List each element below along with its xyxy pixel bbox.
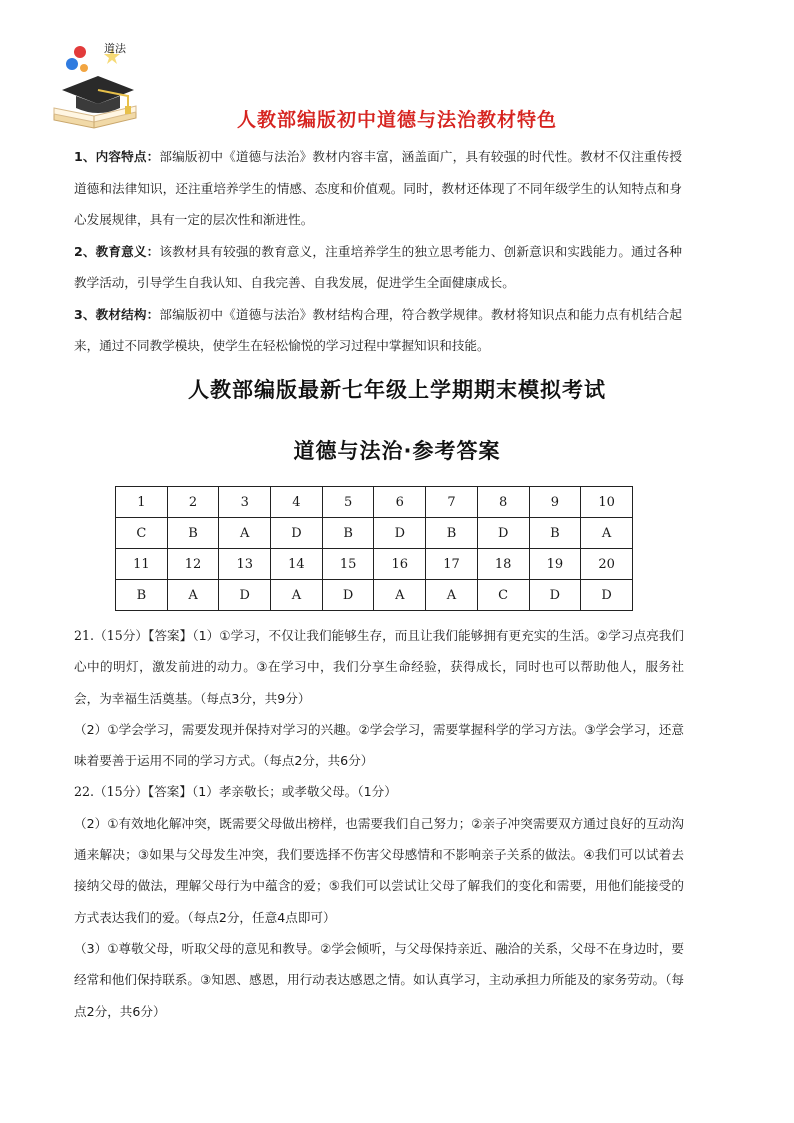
answer-cell: B bbox=[322, 518, 374, 549]
answer-cell: B bbox=[116, 580, 168, 611]
answer-explanations bbox=[74, 620, 684, 1027]
question-number-cell: 1 bbox=[116, 487, 168, 518]
intro-item bbox=[74, 141, 682, 236]
question-number-cell: 5 bbox=[322, 487, 374, 518]
intro-item-heading: 1、内容特点： bbox=[74, 149, 160, 164]
q22-part3: （3）①尊敬父母，听取父母的意见和教导。②学会倾听，与父母保持亲近、融洽的关系，父母不在身边时，要经常和他们保持联系。③知恩、感恩，用行动表达感恩之情。如认真学习，主动承担力所能及的家务劳动。（每点2分，共6分） bbox=[74, 940, 684, 1019]
q21-part2: （2）①学会学习，需要发现并保持对学习的兴趣。②学会学习，需要掌握科学的学习方法。③学会学习，还意味着要善于运用不同的学习方式。（每点2分，共6分） bbox=[74, 721, 684, 769]
question-number-cell: 13 bbox=[219, 549, 271, 580]
answer-cell: C bbox=[116, 518, 168, 549]
answer-cell: B bbox=[529, 518, 581, 549]
question-number-cell: 2 bbox=[167, 487, 219, 518]
question-number-cell: 7 bbox=[426, 487, 478, 518]
intro-section bbox=[74, 141, 682, 362]
logo-label: 道法 bbox=[104, 42, 126, 55]
question-number-cell: 15 bbox=[322, 549, 374, 580]
question-number-cell: 6 bbox=[374, 487, 426, 518]
q22-lead: 22.（15分）【答案】 bbox=[74, 784, 192, 800]
answer-cell: D bbox=[529, 580, 581, 611]
q21-lead: 21.（15分）【答案】 bbox=[74, 628, 193, 643]
answer-cell: A bbox=[271, 580, 323, 611]
answer-cell: D bbox=[581, 580, 633, 611]
question-number-cell: 8 bbox=[477, 487, 529, 518]
answer-row bbox=[116, 580, 633, 611]
answer-row bbox=[116, 518, 633, 549]
question-number-cell: 9 bbox=[529, 487, 581, 518]
question-number-cell: 17 bbox=[426, 549, 478, 580]
answer-cell: D bbox=[219, 580, 271, 611]
answer-cell: A bbox=[167, 580, 219, 611]
question-number-cell: 18 bbox=[477, 549, 529, 580]
answer-cell: D bbox=[271, 518, 323, 549]
question-number-cell: 4 bbox=[271, 487, 323, 518]
answer-cell: D bbox=[374, 518, 426, 549]
answer-cell: C bbox=[477, 580, 529, 611]
exam-title: 人教部编版最新七年级上学期期末模拟考试 bbox=[188, 378, 606, 402]
question-number-cell: 3 bbox=[219, 487, 271, 518]
answer-cell: D bbox=[322, 580, 374, 611]
exam-subtitle: 道德与法治·参考答案 bbox=[293, 439, 501, 463]
q21-part1 bbox=[74, 620, 684, 714]
intro-item-heading: 3、教材结构： bbox=[74, 306, 160, 322]
answer-table bbox=[115, 486, 633, 611]
intro-item bbox=[74, 236, 682, 299]
intro-title: 人教部编版初中道德与法治教材特色 bbox=[236, 109, 557, 131]
question-number-cell: 11 bbox=[116, 549, 168, 580]
question-number-cell: 19 bbox=[529, 549, 581, 580]
q22-part2: （2）①有效地化解冲突，既需要父母做出榜样，也需要我们自己努力；②亲子冲突需要双方通过良好的互动沟通来解决；③如果与父母发生冲突，我们要选择不伤害父母感情和不影响亲子关系的做法。④我们可以试着去接纳父母的做法，理解父母行为中蕴含的爱；⑤我们可以尝试让父母了解我们的变化和需要，用他们能接受的方式表达我们的爱。（每点2分，任意4点即可） bbox=[74, 815, 684, 925]
intro-item bbox=[74, 299, 682, 362]
question-number-row bbox=[116, 487, 633, 518]
intro-item-text: 该教材具有较强的教育意义，注重培养学生的独立思考能力、创新意识和实践能力。通过各种教学活动，引导学生自我认知、自我完善、自我发展，促进学生全面健康成长。 bbox=[74, 243, 683, 290]
question-number-cell: 14 bbox=[271, 549, 323, 580]
answer-cell: A bbox=[219, 518, 271, 549]
question-number-cell: 12 bbox=[167, 549, 219, 580]
answer-cell: A bbox=[374, 580, 426, 611]
question-number-row bbox=[116, 549, 633, 580]
answer-cell: D bbox=[477, 518, 529, 549]
question-number-cell: 16 bbox=[374, 549, 426, 580]
answer-cell: A bbox=[581, 518, 633, 549]
question-number-cell: 10 bbox=[581, 487, 633, 518]
intro-item-text: 部编版初中《道德与法治》教材结构合理，符合教学规律。教材将知识点和能力点有机结合起来，通过不同教学模块，使学生在轻松愉悦的学习过程中掌握知识和技能。 bbox=[74, 306, 683, 353]
intro-item-heading: 2、教育意义： bbox=[74, 243, 160, 259]
answer-cell: B bbox=[426, 518, 478, 549]
answer-cell: A bbox=[426, 580, 478, 611]
q21-part1-text: （1）①学习，不仅让我们能够生存，而且让我们能够拥有更充实的生活。②学习点亮我们心中的明灯，激发前进的动力。③在学习中，我们分享生命经验，获得成长，同时也可以帮助他人，服务社会，为幸福生活奠基。（每点3分，共9分） bbox=[74, 628, 684, 706]
intro-item-text: 部编版初中《道德与法治》教材内容丰富，涵盖面广，具有较强的时代性。教材不仅注重传授道德和法律知识，还注重培养学生的情感、态度和价值观。同时，教材还体现了不同年级学生的认知特点和身心发展规律，具有一定的层次性和渐进性。 bbox=[74, 149, 683, 227]
answer-cell: B bbox=[167, 518, 219, 549]
question-number-cell: 20 bbox=[581, 549, 633, 580]
q22-part1-text: （1）孝亲敬长；或孝敬父母。（1分） bbox=[191, 784, 397, 800]
q22-part1 bbox=[74, 776, 684, 807]
